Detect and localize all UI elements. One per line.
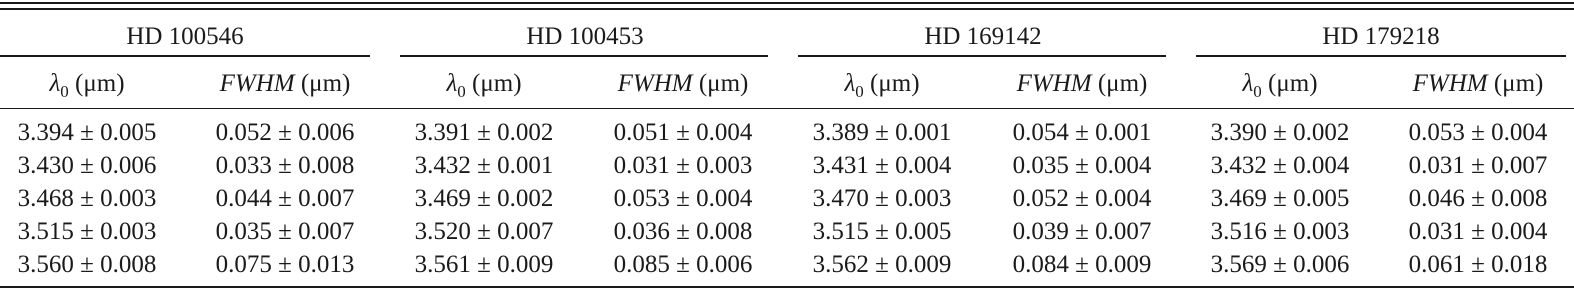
header-rule — [0, 108, 1574, 109]
bottom-rule — [0, 286, 1574, 288]
star-header-hd179218: HD 179218 — [1322, 23, 1440, 50]
lambda-column-header — [1182, 68, 1378, 100]
fwhm-column-header — [585, 68, 781, 100]
fwhm-unit: (μm) — [1487, 70, 1544, 97]
fwhm-cell: 0.054 ± 0.001 — [1012, 119, 1152, 146]
lambda-cell: 3.468 ± 0.003 — [17, 185, 157, 212]
fwhm-symbol: FWHM — [617, 70, 693, 97]
lambda-cell: 3.562 ± 0.009 — [812, 251, 952, 278]
fwhm-cell: 0.085 ± 0.006 — [613, 251, 753, 278]
lambda-cell: 3.394 ± 0.005 — [17, 119, 157, 146]
lambda-cell: 3.560 ± 0.008 — [17, 251, 157, 278]
lambda-unit: (μm) — [68, 70, 125, 97]
fwhm-cell: 0.039 ± 0.007 — [1012, 218, 1152, 245]
fwhm-cell: 0.053 ± 0.004 — [1408, 119, 1548, 146]
fwhm-unit: (μm) — [1091, 70, 1148, 97]
star-header-hd169142: HD 169142 — [924, 23, 1042, 50]
lambda-cell: 3.469 ± 0.002 — [414, 185, 554, 212]
fwhm-symbol: FWHM — [219, 70, 295, 97]
lambda-column-header — [0, 68, 185, 100]
star-underline — [1196, 55, 1566, 57]
fwhm-column-header — [1380, 68, 1574, 100]
fwhm-cell: 0.035 ± 0.004 — [1012, 152, 1152, 179]
lambda-cell: 3.390 ± 0.002 — [1210, 119, 1350, 146]
lambda-subscript: 0 — [1253, 82, 1262, 101]
fwhm-cell: 0.031 ± 0.004 — [1408, 218, 1548, 245]
lambda-cell: 3.391 ± 0.002 — [414, 119, 554, 146]
fwhm-cell: 0.035 ± 0.007 — [215, 218, 355, 245]
lambda-cell: 3.432 ± 0.001 — [414, 152, 554, 179]
lambda-unit: (μm) — [1261, 70, 1318, 97]
fwhm-cell: 0.044 ± 0.007 — [215, 185, 355, 212]
lambda-symbol: λ — [446, 70, 458, 97]
top-rule-2 — [0, 8, 1574, 10]
lambda-cell: 3.515 ± 0.003 — [17, 218, 157, 245]
fwhm-cell: 0.031 ± 0.007 — [1408, 152, 1548, 179]
lambda-column-header — [386, 68, 582, 100]
lambda-cell: 3.515 ± 0.005 — [812, 218, 952, 245]
fwhm-column-header — [984, 68, 1180, 100]
fwhm-cell: 0.046 ± 0.008 — [1408, 185, 1548, 212]
lambda-symbol: λ — [49, 70, 61, 97]
fwhm-cell: 0.075 ± 0.013 — [215, 251, 355, 278]
fwhm-cell: 0.033 ± 0.008 — [215, 152, 355, 179]
star-header-hd100546: HD 100546 — [126, 23, 244, 50]
lambda-cell: 3.389 ± 0.001 — [812, 119, 952, 146]
lambda-cell: 3.469 ± 0.005 — [1210, 185, 1350, 212]
lambda-symbol: λ — [1242, 70, 1254, 97]
star-underline — [0, 55, 370, 57]
fwhm-symbol: FWHM — [1016, 70, 1092, 97]
fwhm-cell: 0.036 ± 0.008 — [613, 218, 753, 245]
fwhm-symbol: FWHM — [1412, 70, 1488, 97]
lambda-cell: 3.430 ± 0.006 — [17, 152, 157, 179]
star-underline — [798, 55, 1166, 57]
fwhm-cell: 0.053 ± 0.004 — [613, 185, 753, 212]
fwhm-unit: (μm) — [294, 70, 351, 97]
lambda-cell: 3.470 ± 0.003 — [812, 185, 952, 212]
star-header-hd100453: HD 100453 — [526, 23, 644, 50]
fwhm-cell: 0.061 ± 0.018 — [1408, 251, 1548, 278]
fwhm-cell: 0.084 ± 0.009 — [1012, 251, 1152, 278]
lambda-unit: (μm) — [863, 70, 920, 97]
lambda-subscript: 0 — [457, 82, 466, 101]
fwhm-cell: 0.052 ± 0.006 — [215, 119, 355, 146]
lambda-cell: 3.569 ± 0.006 — [1210, 251, 1350, 278]
lambda-cell: 3.561 ± 0.009 — [414, 251, 554, 278]
star-underline — [400, 55, 768, 57]
fwhm-cell: 0.052 ± 0.004 — [1012, 185, 1152, 212]
lambda-cell: 3.516 ± 0.003 — [1210, 218, 1350, 245]
lambda-subscript: 0 — [855, 82, 864, 101]
fwhm-cell: 0.051 ± 0.004 — [613, 119, 753, 146]
top-rule-1 — [0, 2, 1574, 4]
lambda-symbol: λ — [844, 70, 856, 97]
fwhm-unit: (μm) — [692, 70, 749, 97]
lambda-cell: 3.431 ± 0.004 — [812, 152, 952, 179]
lambda-unit: (μm) — [465, 70, 522, 97]
lambda-cell: 3.520 ± 0.007 — [414, 218, 554, 245]
fwhm-column-header — [187, 68, 383, 100]
lambda-column-header — [784, 68, 980, 100]
lambda-cell: 3.432 ± 0.004 — [1210, 152, 1350, 179]
fwhm-cell: 0.031 ± 0.003 — [613, 152, 753, 179]
lambda-subscript: 0 — [60, 82, 69, 101]
